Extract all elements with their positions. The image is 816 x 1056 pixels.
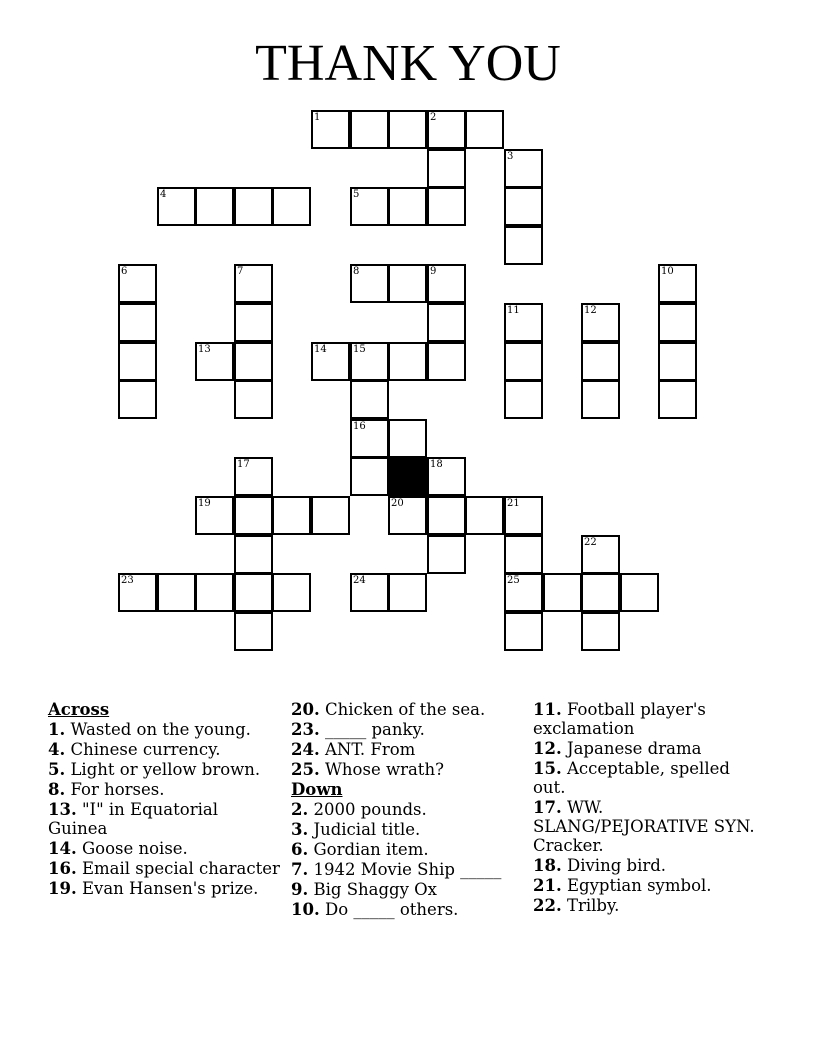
grid-cell[interactable] (388, 342, 427, 381)
clue-item-text: Diving bird. (561, 856, 667, 875)
clue-column-2 (291, 700, 523, 920)
clue-item (533, 876, 765, 895)
clue-number: 6 (121, 266, 128, 277)
grid-cell[interactable] (427, 264, 466, 303)
grid-cell[interactable] (350, 380, 389, 419)
clue-item-number: 20. (291, 700, 320, 719)
clue-item-text: Chicken of the sea. (319, 700, 486, 719)
clue-item-number: 5. (48, 760, 66, 779)
grid-cell[interactable] (350, 419, 389, 458)
clue-item-number: 22. (533, 896, 562, 915)
grid-cell[interactable] (388, 187, 427, 226)
clue-item (291, 900, 523, 919)
grid-cell[interactable] (195, 342, 234, 381)
clue-item-text: Trilby. (561, 896, 620, 915)
grid-cell[interactable] (620, 573, 659, 612)
clue-number: 20 (391, 498, 404, 509)
clue-item-number: 7. (291, 860, 309, 879)
grid-cell[interactable] (234, 535, 273, 574)
clue-item (48, 720, 280, 739)
clue-item (291, 820, 523, 839)
clue-item-number: 21. (533, 876, 562, 895)
clue-number: 10 (661, 266, 674, 277)
clue-item-text: Chinese currency. (65, 740, 221, 759)
grid-cell[interactable] (234, 264, 273, 303)
clue-item-text: Email special character (76, 859, 280, 878)
grid-cell[interactable] (234, 342, 273, 381)
grid-cell[interactable] (157, 187, 196, 226)
clue-column-3 (533, 700, 765, 916)
clue-item-number: 18. (533, 856, 562, 875)
black-square (388, 457, 427, 496)
clue-number: 19 (198, 498, 211, 509)
clue-number: 24 (353, 575, 366, 586)
clue-item-number: 13. (48, 800, 77, 819)
grid-cell[interactable] (543, 573, 582, 612)
grid-cell[interactable] (581, 380, 620, 419)
grid-cell[interactable] (427, 149, 466, 188)
puzzle-title: THANK YOU (255, 35, 561, 92)
grid-cell[interactable] (388, 573, 427, 612)
clue-item-text: Goose noise. (76, 839, 188, 858)
grid-cell[interactable] (504, 187, 543, 226)
grid-cell[interactable] (234, 380, 273, 419)
across-clues (48, 720, 280, 898)
clue-item-number: 8. (48, 780, 66, 799)
clue-item (291, 840, 523, 859)
clue-item-text: Big Shaggy Ox (308, 880, 437, 899)
grid-cell[interactable] (427, 187, 466, 226)
grid-cell[interactable] (388, 264, 427, 303)
grid-cell[interactable] (504, 342, 543, 381)
clue-number: 12 (584, 305, 597, 316)
clue-number: 8 (353, 266, 360, 277)
clue-number: 18 (430, 459, 443, 470)
clue-item-text: "I" in Equatorial Guinea (48, 800, 218, 838)
clue-item-number: 2. (291, 800, 309, 819)
grid-cell[interactable] (427, 110, 466, 149)
clue-item-text: Wasted on the young. (65, 720, 251, 739)
down-header: Down (291, 780, 343, 799)
grid-cell[interactable] (658, 264, 697, 303)
grid-cell[interactable] (311, 496, 350, 535)
grid-cell[interactable] (195, 187, 234, 226)
clue-item (291, 860, 523, 879)
clue-item-number: 12. (533, 739, 562, 758)
grid-cell[interactable] (504, 149, 543, 188)
clue-item (48, 800, 280, 838)
grid-cell[interactable] (157, 573, 196, 612)
clue-item-number: 15. (533, 759, 562, 778)
clue-number: 14 (314, 344, 327, 355)
clue-item (48, 780, 280, 799)
grid-cell[interactable] (272, 496, 311, 535)
grid-cell[interactable] (427, 457, 466, 496)
clue-item-text: Egyptian symbol. (561, 876, 712, 895)
clue-item (533, 739, 765, 758)
grid-cell[interactable] (581, 612, 620, 651)
clue-item (291, 700, 523, 719)
clue-number: 25 (507, 575, 520, 586)
clue-item-text: 1942 Movie Ship _____ (308, 860, 502, 879)
grid-cell[interactable] (465, 496, 504, 535)
clue-item-text: Evan Hansen's prize. (76, 879, 259, 898)
grid-cell[interactable] (581, 573, 620, 612)
grid-cell[interactable] (195, 573, 234, 612)
clue-item (533, 759, 765, 797)
grid-cell[interactable] (504, 380, 543, 419)
clue-number: 17 (237, 459, 250, 470)
clue-item (48, 879, 280, 898)
clue-item-text: Japanese drama (561, 739, 702, 758)
grid-cell[interactable] (118, 342, 157, 381)
grid-cell[interactable] (465, 110, 504, 149)
clue-item (48, 740, 280, 759)
clue-number: 4 (160, 189, 167, 200)
clue-item-text: Do _____ others. (319, 900, 459, 919)
clue-item-number: 14. (48, 839, 77, 858)
grid-cell[interactable] (581, 342, 620, 381)
clue-item (533, 700, 765, 738)
clue-item-text: 2000 pounds. (308, 800, 427, 819)
clue-item (533, 856, 765, 875)
clue-item-text: Acceptable, spelled out. (533, 759, 730, 797)
clue-number: 7 (237, 266, 244, 277)
clue-item-number: 19. (48, 879, 77, 898)
clue-item-number: 10. (291, 900, 320, 919)
clue-item (533, 798, 765, 855)
grid-cell[interactable] (427, 303, 466, 342)
clue-item (48, 859, 280, 878)
clue-item-number: 17. (533, 798, 562, 817)
clue-item (48, 760, 280, 779)
grid-cell[interactable] (118, 380, 157, 419)
clue-number: 15 (353, 344, 366, 355)
grid-cell[interactable] (658, 303, 697, 342)
clue-number: 1 (314, 112, 321, 123)
clue-number: 21 (507, 498, 520, 509)
clue-item (533, 896, 765, 915)
grid-cell[interactable] (195, 496, 234, 535)
grid-cell[interactable] (118, 264, 157, 303)
across-clues-continued (291, 700, 523, 779)
clue-item-text: Light or yellow brown. (65, 760, 261, 779)
clue-item-number: 9. (291, 880, 309, 899)
grid-cell[interactable] (350, 457, 389, 496)
grid-cell[interactable] (658, 342, 697, 381)
grid-cell[interactable] (272, 573, 311, 612)
clue-item (291, 880, 523, 899)
grid-cell[interactable] (504, 226, 543, 265)
clue-item-number: 25. (291, 760, 320, 779)
grid-cell[interactable] (350, 110, 389, 149)
grid-cell[interactable] (504, 573, 543, 612)
clue-item-text: Gordian item. (308, 840, 429, 859)
clue-number: 22 (584, 537, 597, 548)
grid-cell[interactable] (427, 342, 466, 381)
clue-list (48, 700, 755, 970)
grid-cell[interactable] (581, 535, 620, 574)
clue-column-1 (48, 700, 280, 899)
clue-item-number: 4. (48, 740, 66, 759)
clue-item (291, 800, 523, 819)
grid-cell[interactable] (234, 303, 273, 342)
grid-cell[interactable] (658, 380, 697, 419)
clue-number: 9 (430, 266, 437, 277)
clue-item (291, 740, 523, 759)
grid-cell[interactable] (234, 612, 273, 651)
clue-number: 3 (507, 151, 514, 162)
clue-item-text: ANT. From (319, 740, 416, 759)
grid-cell[interactable] (311, 110, 350, 149)
down-clues-continued (533, 700, 765, 915)
clue-item (291, 760, 523, 779)
clue-item-number: 23. (291, 720, 320, 739)
grid-cell[interactable] (350, 187, 389, 226)
grid-cell[interactable] (388, 110, 427, 149)
down-clues (291, 800, 523, 919)
grid-cell[interactable] (350, 573, 389, 612)
grid-cell[interactable] (427, 535, 466, 574)
clue-number: 13 (198, 344, 211, 355)
clue-number: 16 (353, 421, 366, 432)
clue-number: 23 (121, 575, 134, 586)
clue-item-number: 11. (533, 700, 562, 719)
clue-item-text: Whose wrath? (319, 760, 444, 779)
grid-cell[interactable] (350, 342, 389, 381)
clue-number: 2 (430, 112, 437, 123)
clue-item-text: For horses. (65, 780, 165, 799)
grid-cell[interactable] (388, 496, 427, 535)
clue-item (48, 839, 280, 858)
clue-number: 11 (507, 305, 520, 316)
grid-cell[interactable] (581, 303, 620, 342)
grid-cell[interactable] (388, 419, 427, 458)
grid-cell[interactable] (504, 612, 543, 651)
grid-cell[interactable] (504, 535, 543, 574)
clue-item-number: 3. (291, 820, 309, 839)
grid-cell[interactable] (427, 496, 466, 535)
clue-item-number: 6. (291, 840, 309, 859)
clue-item-number: 24. (291, 740, 320, 759)
grid-cell[interactable] (311, 342, 350, 381)
clue-item-text: Football player's exclamation (533, 700, 706, 738)
clue-item-number: 1. (48, 720, 66, 739)
across-header: Across (48, 700, 110, 719)
grid-cell[interactable] (234, 573, 273, 612)
grid-cell[interactable] (504, 496, 543, 535)
grid-cell[interactable] (504, 303, 543, 342)
grid-cell[interactable] (118, 303, 157, 342)
clue-item-text: WW. SLANG/PEJORATIVE SYN. Cracker. (533, 798, 755, 855)
clue-number: 5 (353, 189, 360, 200)
clue-item-number: 16. (48, 859, 77, 878)
clue-item-text: _____ panky. (319, 720, 425, 739)
grid-cell[interactable] (234, 187, 273, 226)
grid-cell[interactable] (234, 496, 273, 535)
clue-item-text: Judicial title. (308, 820, 421, 839)
grid-cell[interactable] (118, 573, 157, 612)
grid-cell[interactable] (272, 187, 311, 226)
grid-cell[interactable] (234, 457, 273, 496)
grid-cell[interactable] (350, 264, 389, 303)
clue-item (291, 720, 523, 739)
